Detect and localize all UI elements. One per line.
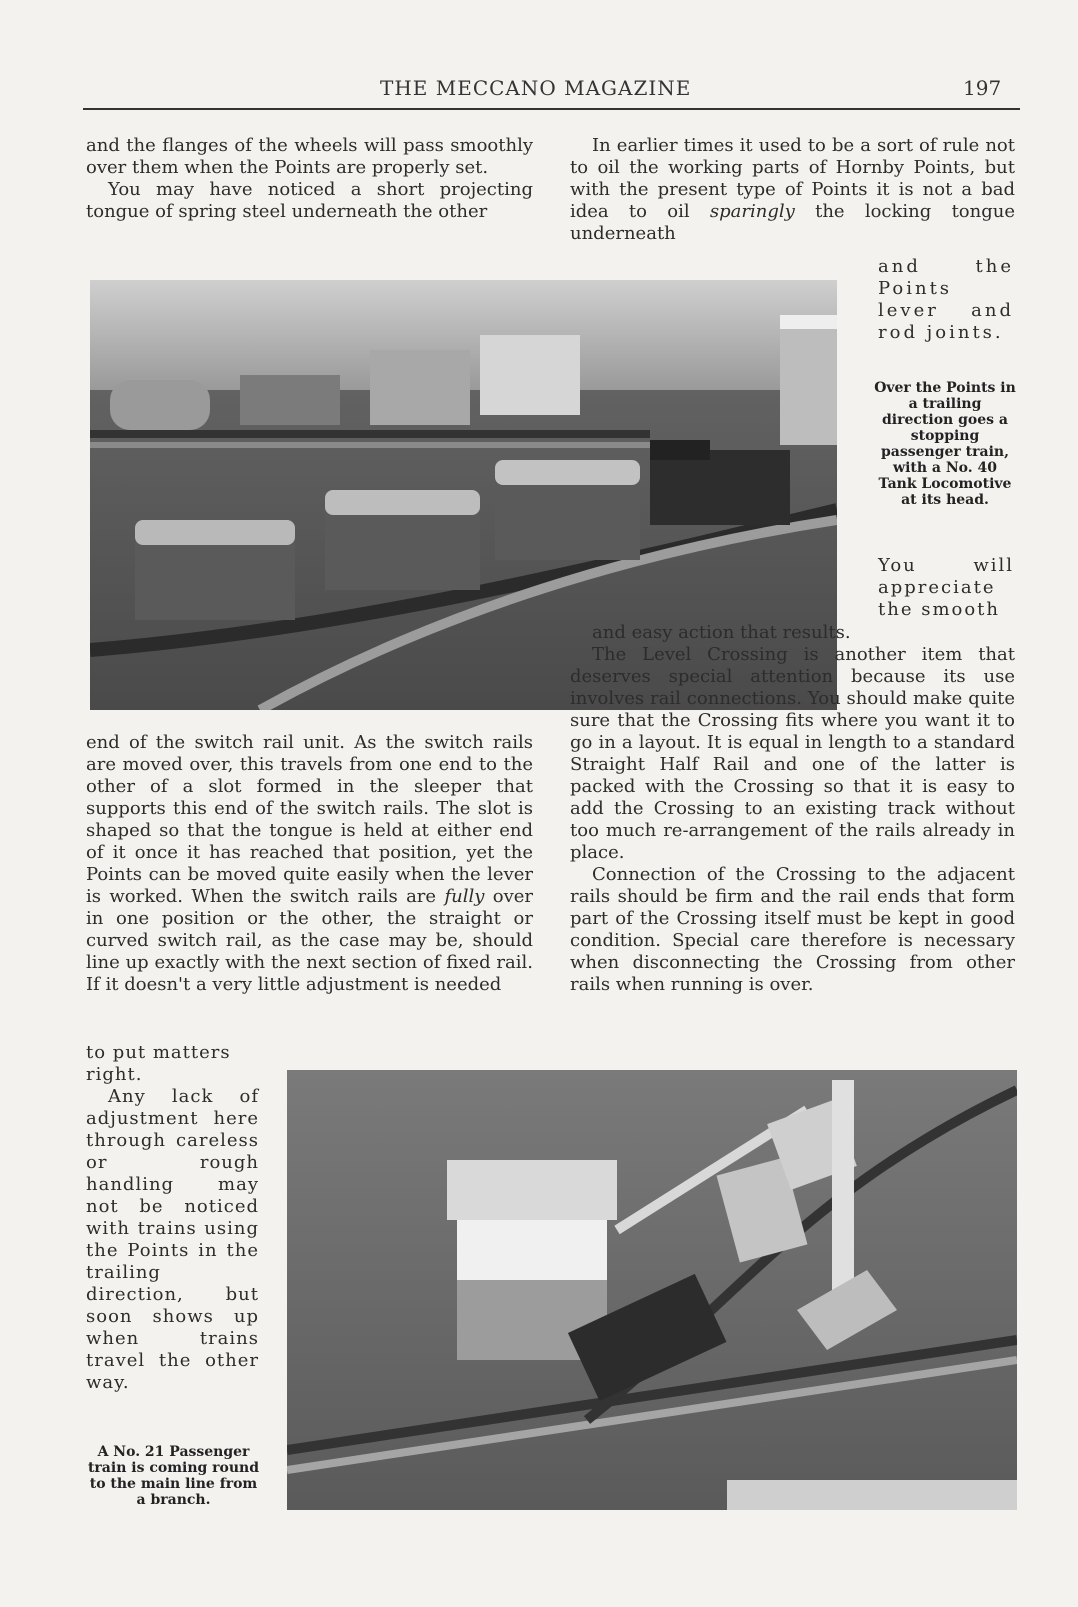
paragraph: The Level Crossing is another item that deserves special attention because its use involves rail connections. You should make quite sure that the Crossing fits where you want it to go in a layout. It is equal in length to a standard Straight Half Rail and one of the latter is packed with the Crossing so that it is easy to add the Crossing to an existing track without too much re-arrangement of the rails already in place. bbox=[570, 644, 1015, 863]
paragraph bbox=[86, 732, 533, 996]
text-run: the locking tongue underneath bbox=[570, 201, 1015, 244]
train-photo-2 bbox=[287, 1070, 1017, 1510]
paragraph: Any lack of adjustment here through careless or rough handling may not be noticed with trains using the Points in the trailing direction, but soon shows up when trains travel the other way. bbox=[86, 1086, 259, 1393]
text-run: over in one position or the other, the straight or curved switch rail, as the case may be, should line up exactly with the next section of fixed rail. If it doesn't a very little adjustment is needed bbox=[86, 886, 534, 995]
left-column-mid bbox=[86, 732, 533, 996]
right-narrow-text bbox=[878, 256, 1014, 344]
paragraph bbox=[570, 135, 1015, 245]
emphasis: sparingly bbox=[709, 201, 795, 222]
train-photo-2-illustration bbox=[287, 1070, 1017, 1510]
paragraph: You may have noticed a short projecting tongue of spring steel underneath the other bbox=[86, 179, 533, 222]
paragraph: to put matters right. bbox=[86, 1042, 231, 1085]
text-run: end of the switch rail unit. As the switch rails are moved over, this travels from one end to the other of a slot formed in the sleeper that supports this end of the switch rails. The slot is shaped so that the tongue is held at either end of it once it has reached that position, yet the Points can be moved quite easily when the lever is worked. When the switch rails are bbox=[86, 732, 533, 907]
paragraph: and the flanges of the wheels will pass smoothly over them when the Points are properly set. bbox=[86, 135, 533, 178]
right-column-mid bbox=[570, 622, 1015, 996]
running-head: THE MECCANO MAGAZINE bbox=[380, 76, 692, 100]
paragraph: You will appreciate the smooth bbox=[878, 555, 1014, 620]
right-narrow-text-2 bbox=[878, 555, 1014, 621]
paragraph: and easy action that results. bbox=[592, 622, 851, 643]
photo-caption-2: A No. 21 Passenger train is coming round to the main line from a branch. bbox=[87, 1444, 260, 1508]
emphasis: fully bbox=[444, 886, 485, 907]
right-column-top bbox=[570, 135, 1015, 245]
paragraph: and the Points lever and rod joints. bbox=[878, 256, 1014, 343]
page-number: 197 bbox=[963, 76, 1002, 100]
paragraph: Connection of the Crossing to the adjacent rails should be firm and the rail ends that form part of the Crossing itself must be kept in good condition. Special care therefore is necessary when disconnecting the Crossing from other rails when running is over. bbox=[570, 864, 1015, 995]
photo-caption-1: Over the Points in a trailing direction goes a stopping passenger train, with a No. 40 Tank Locomotive at its head. bbox=[874, 380, 1016, 508]
left-column-top bbox=[86, 135, 533, 223]
header-rule bbox=[83, 108, 1020, 110]
text-run: In earlier times it used to be a sort of rule not to oil the working parts of Hornby Points, but with the present type of Points it is not a bad idea to oil bbox=[570, 135, 1015, 222]
left-narrow-text bbox=[86, 1042, 259, 1394]
